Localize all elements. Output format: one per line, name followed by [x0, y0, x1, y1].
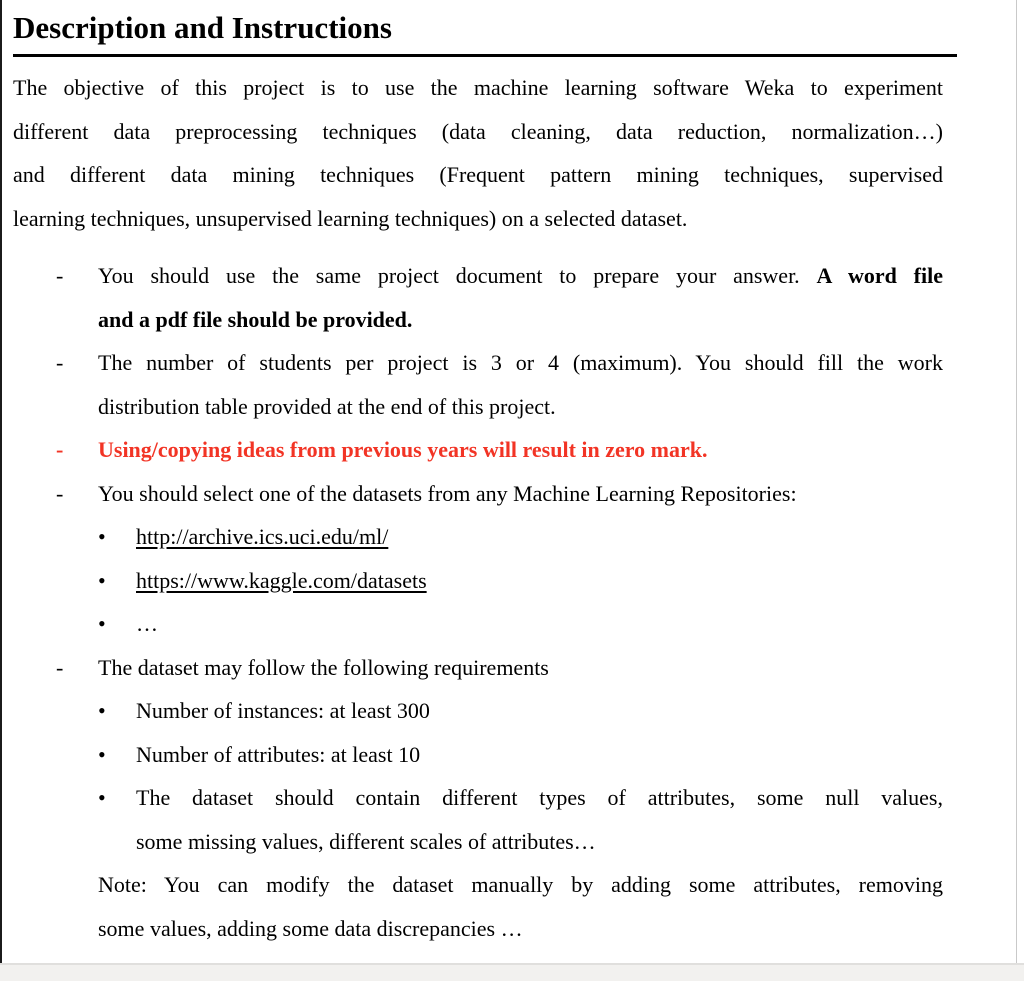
text-line: [98, 428, 943, 472]
list-item: [13, 341, 943, 428]
viewport-bottom-strip: [0, 963, 1024, 981]
text-line: [98, 254, 943, 298]
bullet-marker: •: [98, 567, 106, 593]
intro-paragraph: [13, 66, 943, 240]
link-kaggle-datasets[interactable]: https://www.kaggle.com/datasets: [136, 567, 427, 593]
dash-marker: -: [56, 437, 64, 462]
page-title: Description and Instructions: [13, 0, 957, 57]
text-segment: Number of attributes: at least 10: [136, 741, 421, 767]
text-line: [98, 646, 943, 690]
list-item: [13, 472, 943, 516]
text-segment: Number of instances: at least 300: [136, 698, 430, 723]
list-item: [13, 646, 943, 690]
list-item: [13, 515, 943, 559]
dash-marker: -: [56, 654, 64, 680]
text-segment: You should use the same project document to prepare your answer.: [98, 263, 817, 288]
intro-line: The objective of this project is to use the machine learning software Weka to experiment: [13, 75, 943, 100]
text-segment: You should select one of the datasets from any Machine Learning Repositories:: [98, 480, 797, 506]
instruction-list: [13, 254, 943, 950]
text-line: [98, 907, 943, 951]
dash-marker: -: [56, 263, 64, 288]
list-item: [13, 776, 943, 863]
text-line: [98, 472, 943, 516]
bullet-marker: •: [98, 785, 106, 810]
intro-line: learning techniques, unsupervised learning techniques) on a selected dataset.: [13, 205, 688, 231]
intro-line: different data preprocessing techniques (data cleaning, data reduction, normalization…): [13, 118, 943, 144]
intro-line: and different data mining techniques (Frequent pattern mining techniques, supervised: [13, 162, 943, 187]
text-line: [136, 820, 943, 864]
text-segment: The number of students per project is 3 or 4 (maximum). You should fill the work: [98, 350, 943, 375]
dash-marker: -: [56, 480, 64, 506]
document-body: [13, 0, 943, 950]
text-line: [136, 733, 943, 777]
text-line: [98, 863, 943, 907]
text-line: [136, 689, 943, 733]
text-line: [136, 776, 943, 820]
text-segment: distribution table provided at the end of this project.: [98, 393, 556, 419]
text-line: [98, 298, 943, 342]
bullet-marker: •: [98, 741, 106, 767]
list-item: [13, 602, 943, 646]
link-uci-repository[interactable]: http://archive.ics.uci.edu/ml/: [136, 524, 389, 549]
list-item: [13, 559, 943, 603]
text-line: [136, 559, 943, 603]
list-item: [13, 689, 943, 733]
text-segment: …: [136, 611, 158, 636]
list-item: [13, 254, 943, 341]
list-item-warning: [13, 428, 943, 472]
text-line: [136, 515, 943, 559]
dash-marker: -: [56, 350, 64, 375]
list-item: [13, 733, 943, 777]
bullet-marker: •: [98, 698, 106, 723]
text-segment: Using/copying ideas from previous years will result in zero mark.: [98, 437, 708, 462]
text-segment: The dataset should contain different types of attributes, some null values,: [136, 785, 943, 810]
text-segment: A word file: [816, 263, 943, 288]
page-right-edge-line: [1016, 0, 1017, 963]
text-segment: some missing values, different scales of attributes…: [136, 828, 596, 854]
text-segment: some values, adding some data discrepancies …: [98, 915, 523, 941]
text-segment: The dataset may follow the following requirements: [98, 654, 549, 680]
text-line: [136, 602, 943, 646]
text-segment: and a pdf file should be provided.: [98, 306, 413, 332]
text-line: [98, 385, 943, 429]
page-left-edge-line: [0, 0, 2, 963]
bullet-marker: •: [98, 524, 106, 549]
text-segment: Note: You can modify the dataset manually by adding some attributes, removing: [98, 872, 943, 897]
bullet-marker: •: [98, 611, 106, 636]
note-text: [13, 863, 943, 950]
text-line: [98, 341, 943, 385]
